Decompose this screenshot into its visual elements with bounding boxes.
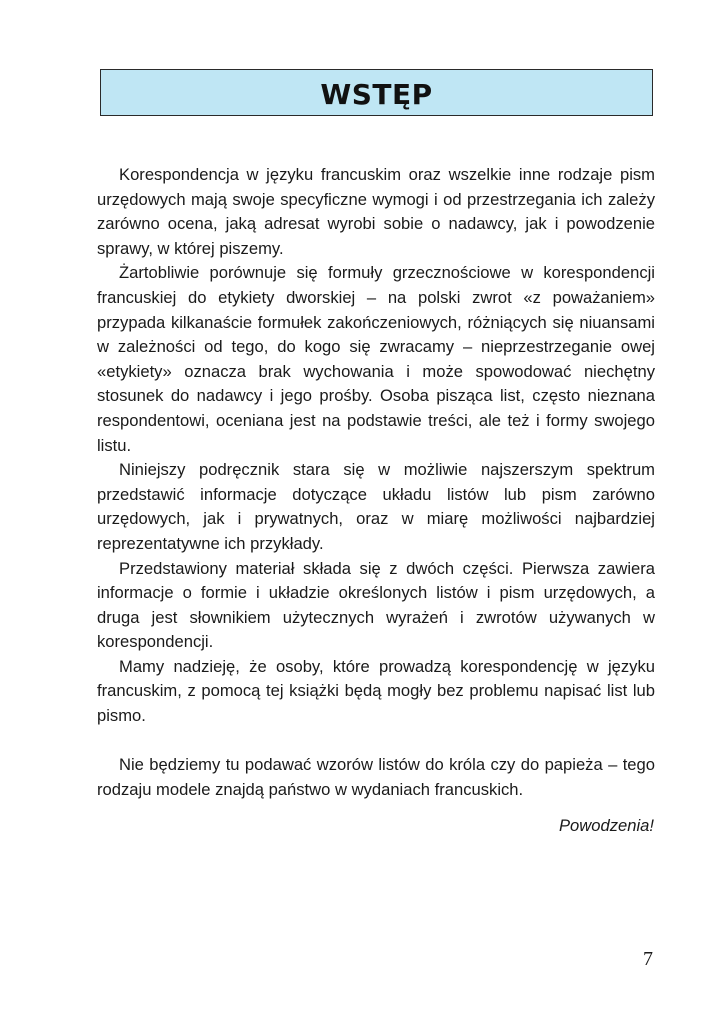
chapter-title-box	[100, 69, 653, 116]
chapter-title: WSTĘP	[320, 78, 433, 111]
paragraph-4: Przedstawiony materiał składa się z dwóch części. Pierwsza zawiera informacje o formie i układzie określonych listów i pism urzędowych, a druga jest słownikiem użytecznych wyrażeń i zwrotów używanych w korespondencji.	[97, 558, 655, 652]
page-number: 7	[643, 948, 653, 970]
sign-off: Powodzenia!	[558, 816, 654, 835]
paragraph-6: Nie będziemy tu podawać wzorów listów do króla czy do papieża – tego rodzaju modele znajdą państwo w wydaniach francuskich.	[97, 755, 655, 799]
paragraph-2: Żartobliwie porównuje się formuły grzecznościowe w korespondencji francuskiej do etykiety dworskiej – na polski zwrot «z poważaniem» przypada kilkanaście formułek zakończeniowych, różniących się niuansami w zależności od tego, do kogo się zwracamy – nieprzestrzeganie owej «etykiety» oznacza brak wychowania i może spowodować niechętny stosunek do nadawcy i jego prośby. Osoba pisząca list, często nieznana respondentowi, oceniana jest na podstawie treści, ale też i formy swojego listu.	[97, 263, 655, 455]
paragraph-gap	[97, 729, 655, 754]
paragraph-1: Korespondencja w języku francuskim oraz wszelkie inne rodzaje pism urzędowych mają swoje specyficzne wymogi i od przestrzegania ich zależy zarówno ocena, jaką adresat wyrobi sobie o nadawcy, jak i powodzenie sprawy, w której piszemy.	[97, 165, 655, 258]
body-text	[97, 163, 655, 802]
paragraph-5: Mamy nadzieję, że osoby, które prowadzą korespondencję w języku francuskim, z pomocą tej książki będą mogły bez problemu napisać list lub pismo.	[97, 656, 655, 726]
paragraph-3: Niniejszy podręcznik stara się w możliwie najszerszym spektrum przedstawić informacje dotyczące układu listów lub pism zarówno urzędowych, jak i prywatnych, oraz w miarę możliwości najbardziej reprezentatywne ich przykłady.	[97, 460, 655, 553]
